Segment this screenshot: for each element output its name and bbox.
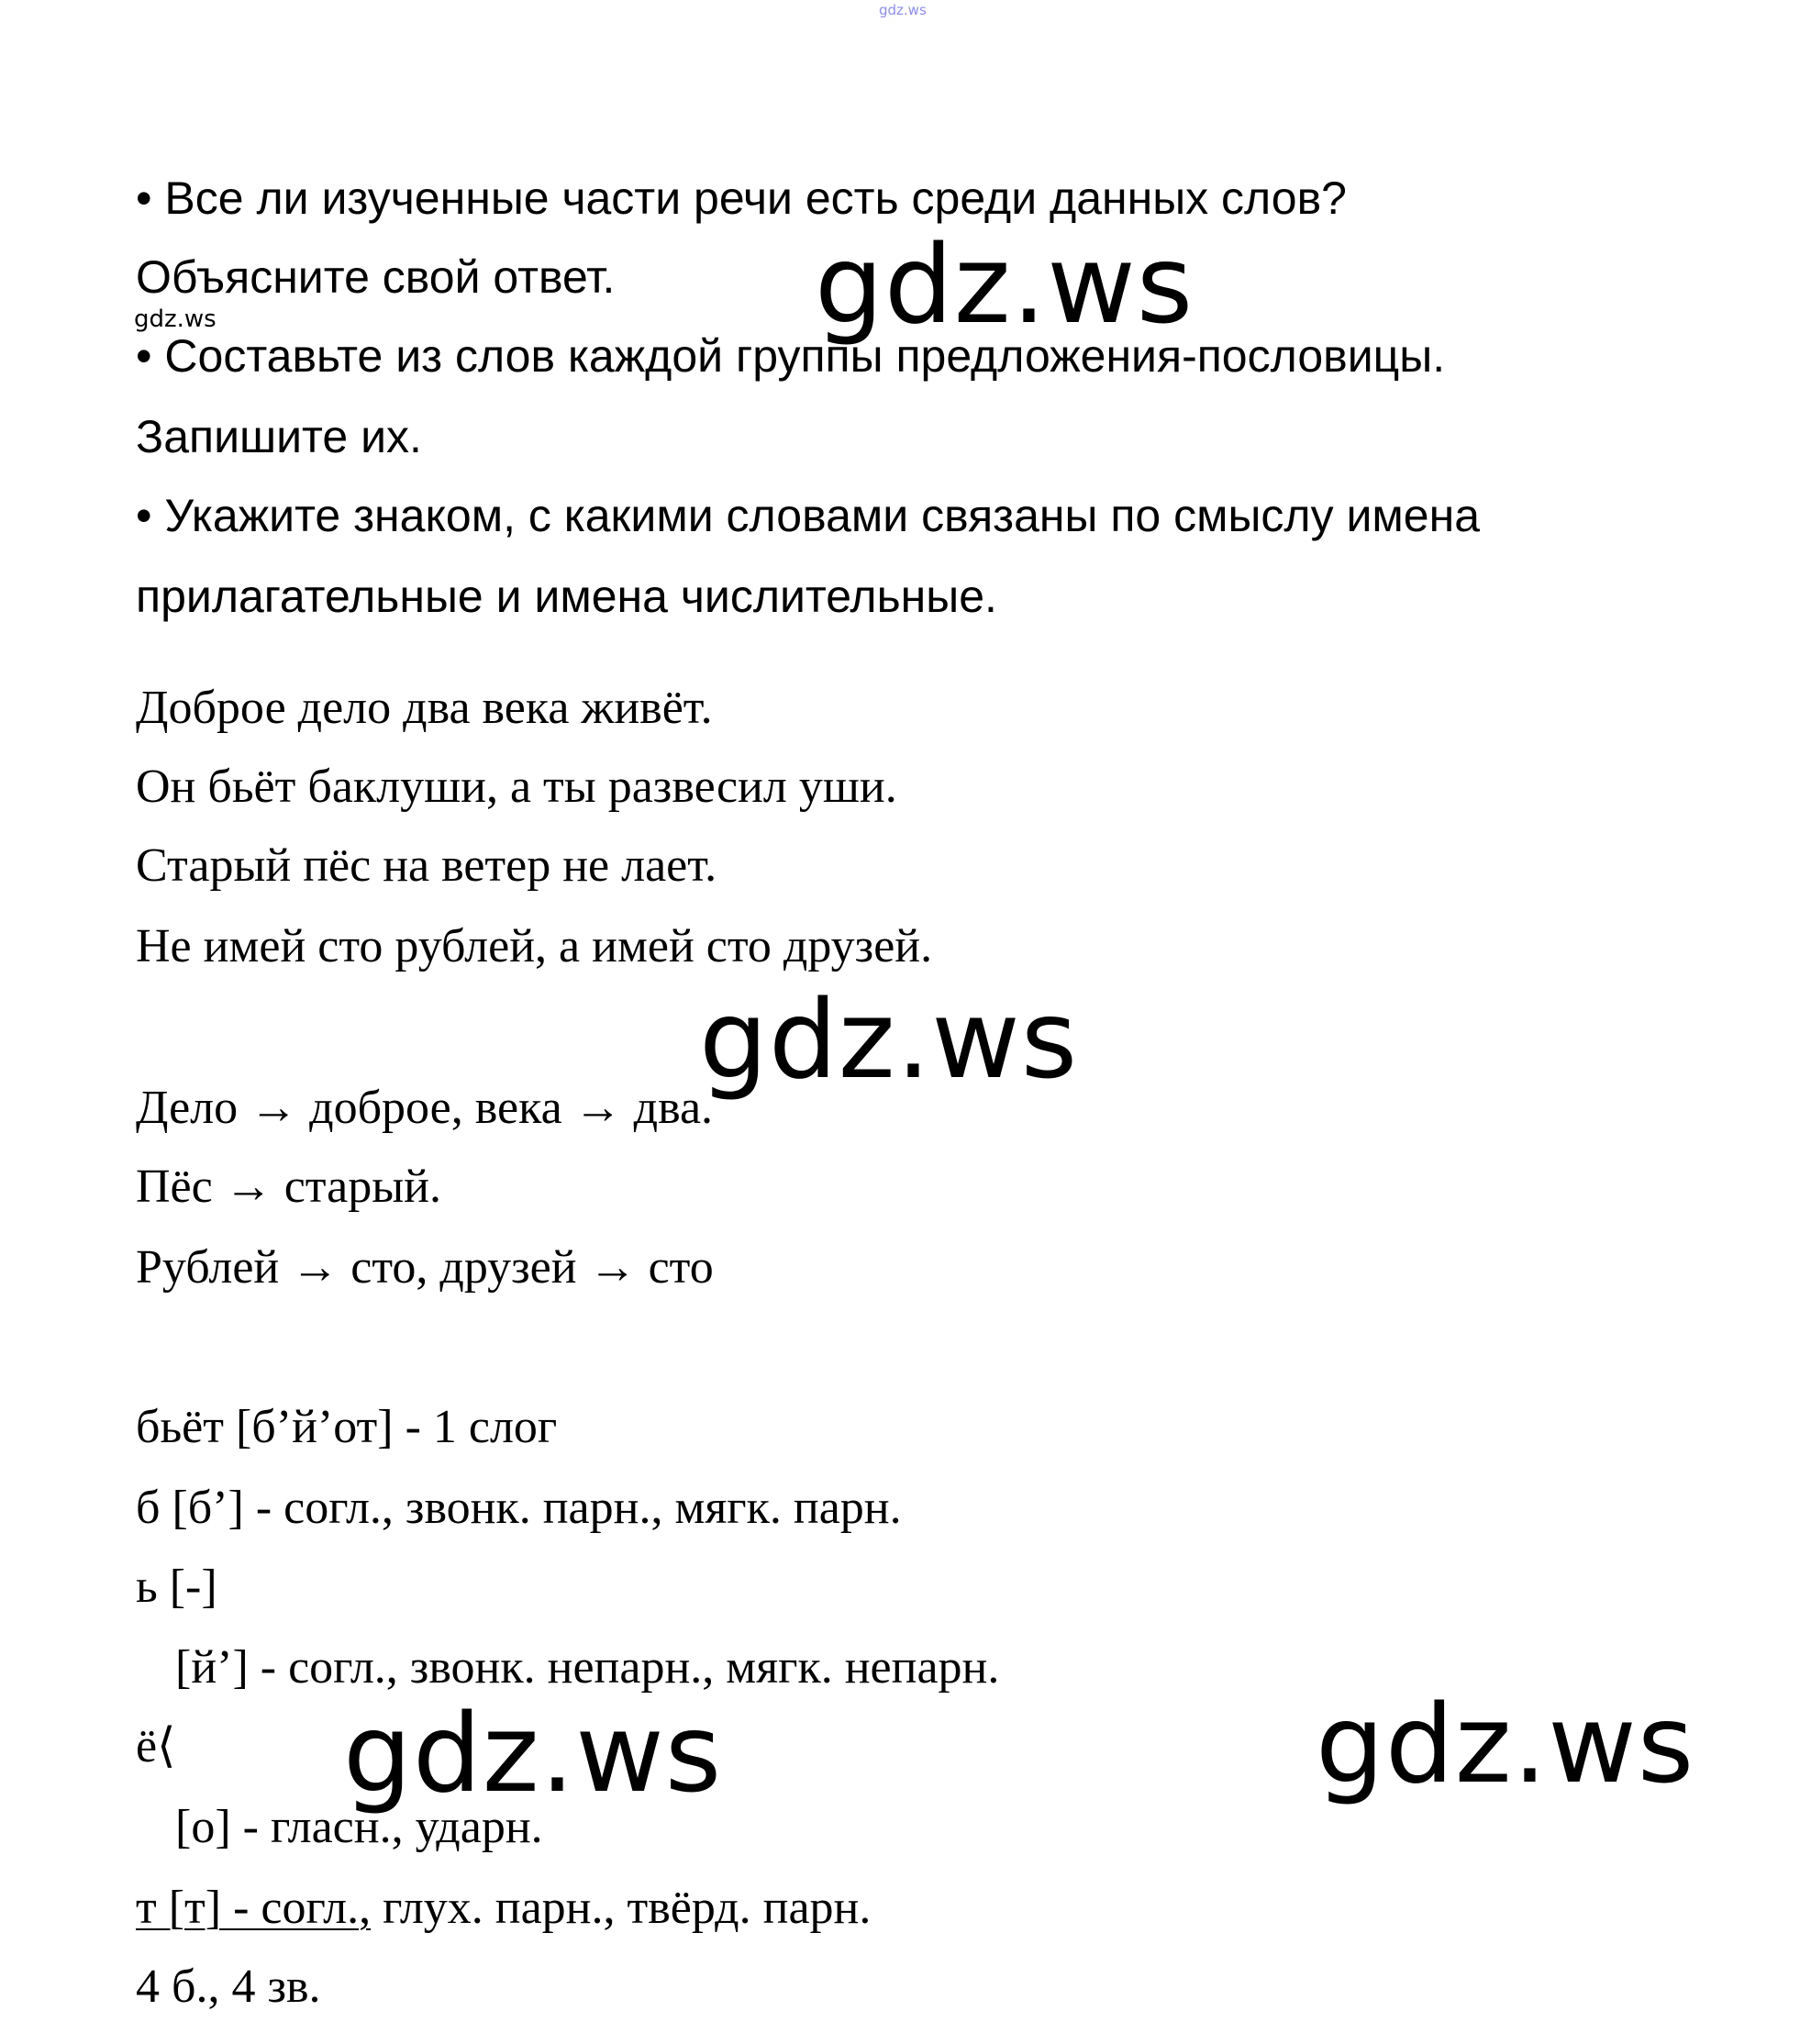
analysis-line-2: б [б’] - согл., звонк. парн., мягк. парн.	[136, 1482, 902, 1534]
top-watermark: gdz.ws	[879, 2, 927, 18]
analysis-line-7-rest: глух. парн., твёрд. парн.	[371, 1882, 872, 1934]
watermark-2: gdz.ws	[699, 976, 1079, 1103]
task-line-3: • Составьте из слов каждой группы предложения-пословицы.	[136, 330, 1446, 382]
analysis-line-7-underlined: т [т] - согл.,	[136, 1882, 372, 1934]
task-line-1: • Все ли изученные части речи есть среди данных слов?	[136, 172, 1347, 224]
task-line-2: Объясните свой ответ.	[136, 251, 616, 303]
analysis-line-1: бьёт [б’й’от] - 1 слог	[136, 1401, 558, 1453]
analysis-line-6: [о] - гласн., ударн.	[175, 1801, 543, 1853]
watermark-1: gdz.ws	[815, 221, 1194, 348]
analysis-line-5: ё⟨	[136, 1720, 176, 1772]
analysis-line-3: ь [-]	[136, 1561, 217, 1613]
proverb-1: Доброе дело два века живёт.	[136, 682, 713, 734]
watermark-4: gdz.ws	[1316, 1681, 1695, 1807]
link-line-1: Дело → доброе, века → два.	[136, 1082, 714, 1134]
analysis-line-4: [й’] - согл., звонк. непарн., мягк. непарн.	[175, 1641, 1000, 1694]
link-line-2: Пёс → старый.	[136, 1161, 441, 1213]
proverb-2: Он бьёт баклуши, а ты развесил уши.	[136, 761, 897, 813]
proverb-3: Старый пёс на ветер не лает.	[136, 839, 717, 892]
watermark-3: gdz.ws	[343, 1690, 723, 1816]
task-line-4: Запишите их.	[136, 411, 422, 462]
task-line-6: прилагательные и имена числительные.	[136, 571, 997, 622]
analysis-line-7	[136, 1881, 871, 1936]
analysis-line-8: 4 б., 4 зв.	[136, 1961, 321, 2013]
task-line-5: • Укажите знаком, с какими словами связаны по смыслу имена	[136, 490, 1481, 541]
proverb-4: Не имей сто рублей, а имей сто друзей.	[136, 920, 933, 972]
small-watermark: gdz.ws	[134, 305, 217, 333]
link-line-3: Рублей → сто, друзей → сто	[136, 1241, 714, 1294]
